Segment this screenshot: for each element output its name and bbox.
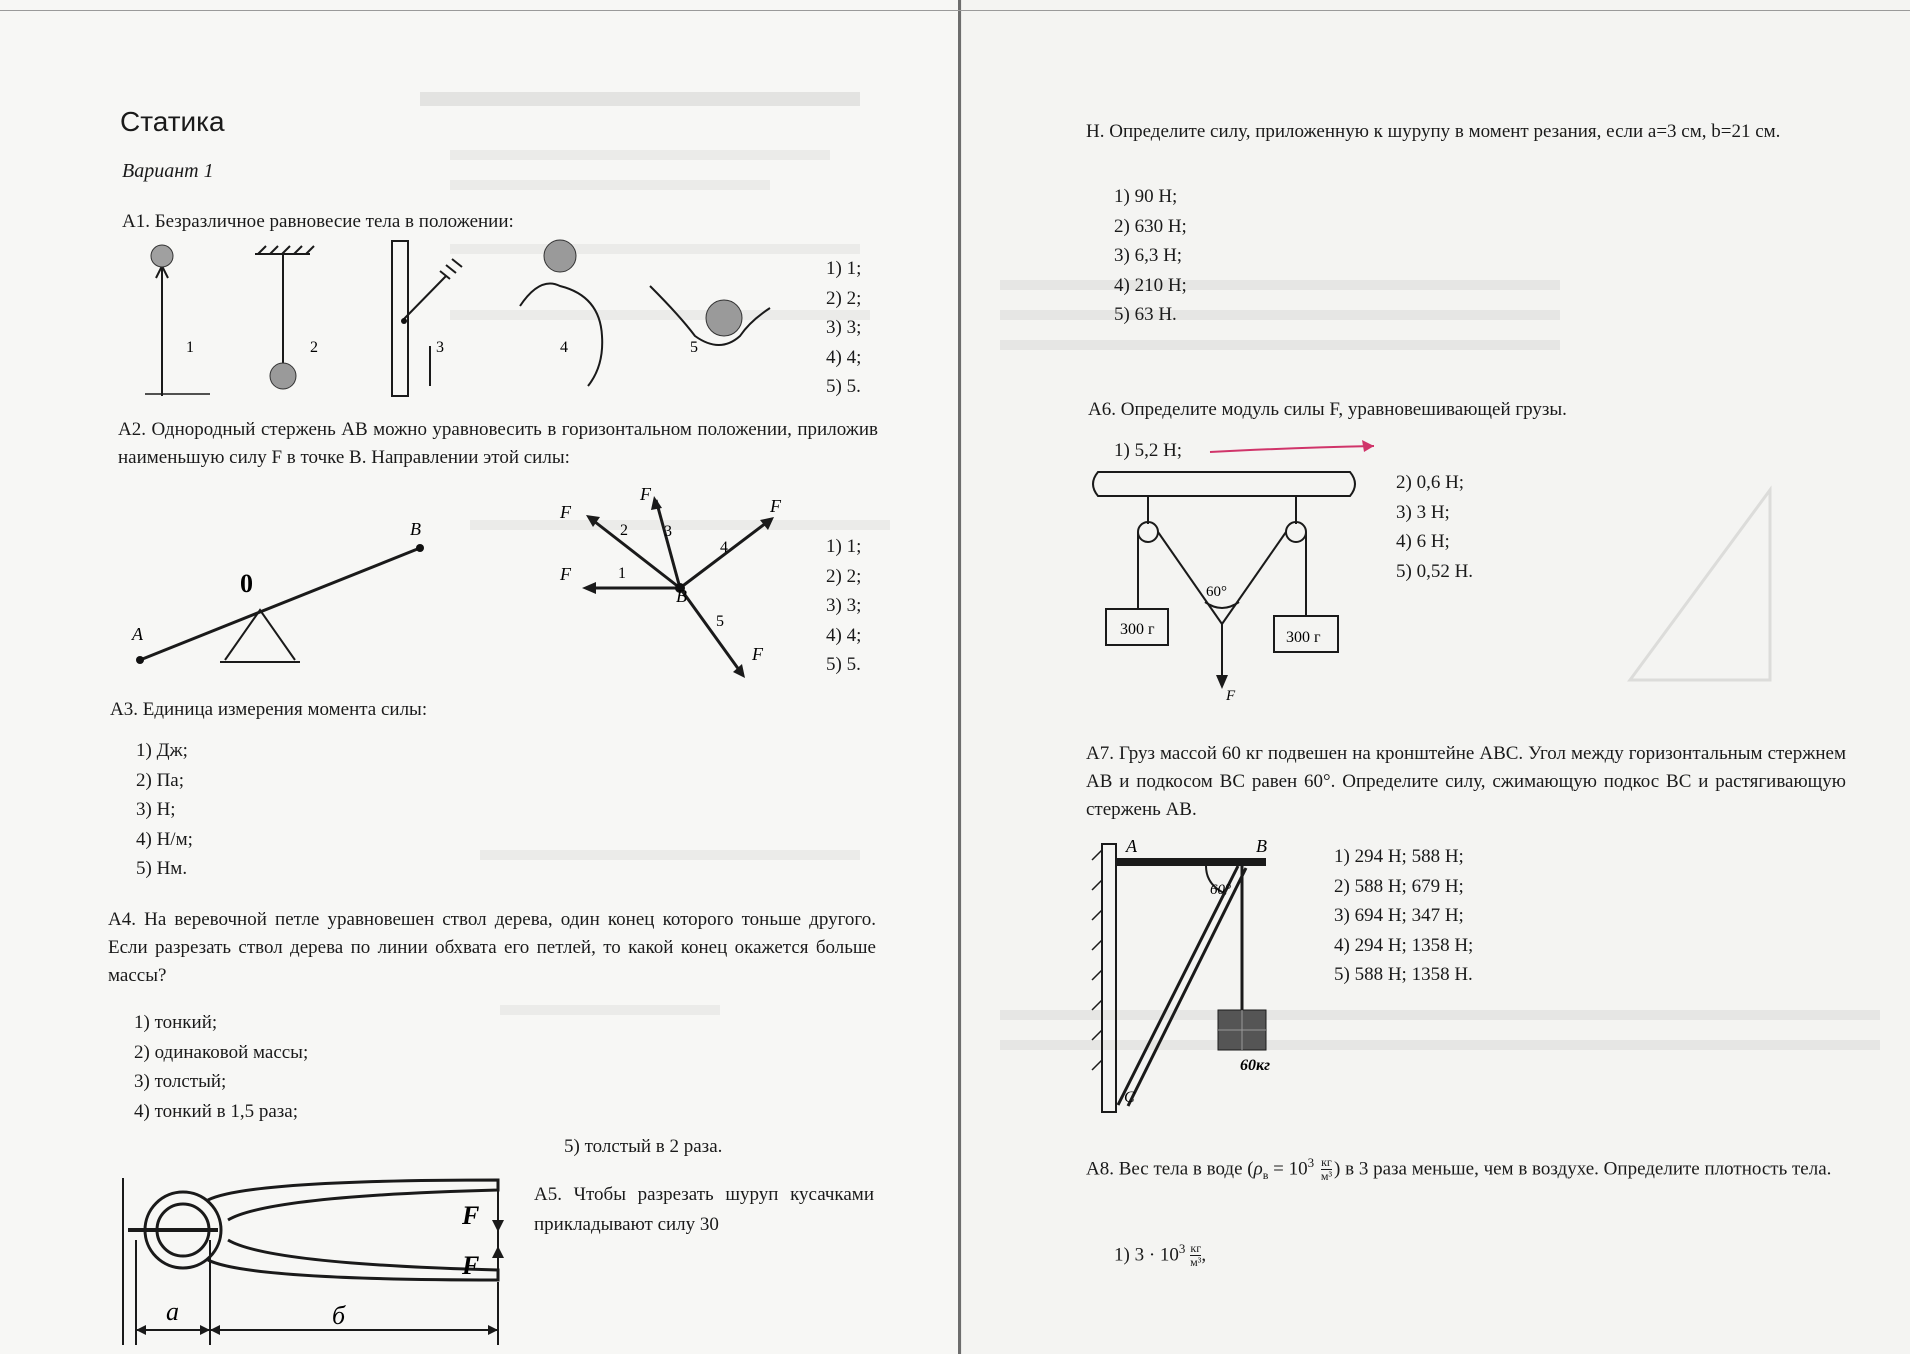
- a8-option1-unit-den: м³: [1190, 1255, 1202, 1270]
- a1-label-1: 1: [186, 339, 194, 356]
- a2-option[interactable]: 4) 4;: [826, 624, 862, 646]
- a7-label-c: C: [1124, 1089, 1135, 1106]
- a5-option[interactable]: 5) 63 Н.: [1114, 304, 1177, 325]
- question-a4-text: А4. На веревочной петле уравновешен ствол дерева, один конец которого тоньше другого. Если разрезать ствол дерева по линии обхвата его петлей, то какой конец окажется больше массы?: [108, 909, 876, 986]
- a4-option[interactable]: 4) тонкий в 1,5 раза;: [134, 1100, 298, 1122]
- a5-option[interactable]: 4) 210 Н;: [1114, 274, 1187, 296]
- a6-option[interactable]: 4) 6 Н;: [1396, 531, 1450, 552]
- a6-option[interactable]: 1) 5,2 Н;: [1114, 440, 1183, 461]
- a7-option[interactable]: 3) 694 Н; 347 Н;: [1334, 905, 1464, 926]
- a2-label-n3: 3: [664, 523, 672, 540]
- a7-mass-label: 60кг: [1240, 1057, 1271, 1074]
- page-title: Статика: [120, 106, 225, 137]
- question-a7-text: А7. Груз массой 60 кг подвешен на кронштейне АВС. Угол между горизонтальным стержнем АВ и подкосом ВС равен 60°. Определите силу, сжимающую подкос ВС и растягивающую стержень АВ.: [1086, 743, 1846, 820]
- a8-option1-prefix: 1) 3 · 10: [1114, 1244, 1179, 1266]
- a1-option[interactable]: 1) 1;: [826, 258, 862, 279]
- a7-option[interactable]: 2) 588 Н; 679 Н;: [1334, 875, 1464, 897]
- a7-label-b: B: [1256, 836, 1267, 856]
- a7-option[interactable]: 5) 588 Н; 1358 Н.: [1334, 964, 1473, 985]
- a1-option[interactable]: 4) 4;: [826, 346, 862, 368]
- a2-label-n5: 5: [716, 613, 724, 630]
- a5-label-b: б: [332, 1301, 346, 1330]
- handwritten-arrow: [1204, 434, 1394, 464]
- a5-label-f1: F: [462, 1201, 480, 1230]
- variant-label: Вариант 1: [122, 160, 214, 182]
- a2-label-f5: F: [752, 644, 763, 664]
- a1-option[interactable]: 2) 2;: [826, 287, 862, 309]
- a2-label-n1: 1: [618, 565, 626, 582]
- a4-option[interactable]: 3) толстый;: [134, 1071, 227, 1092]
- a5-option[interactable]: 1) 90 Н;: [1114, 186, 1178, 207]
- a8-option1-fraction: [1190, 1242, 1201, 1269]
- a7-options: [1334, 842, 1473, 990]
- a4-option[interactable]: 2) одинаковой массы;: [134, 1041, 309, 1063]
- a6-options: [1396, 468, 1473, 586]
- a4-option[interactable]: 1) тонкий;: [134, 1012, 218, 1033]
- question-a5-text-cont: Н. Определите силу, приложенную к шурупу в момент резания, если a=3 см, b=21 см.: [1086, 121, 1781, 142]
- a5-pliers-figure: [118, 1170, 508, 1350]
- a8-option1-exp: 3: [1178, 1241, 1186, 1256]
- a2-label-o: 0: [240, 569, 253, 598]
- a8-rho-sub: в: [1262, 1168, 1269, 1183]
- a7-option[interactable]: 1) 294 Н; 588 Н;: [1334, 846, 1464, 867]
- a5-label-a: a: [166, 1297, 179, 1326]
- a6-option[interactable]: 3) 3 Н;: [1396, 501, 1450, 523]
- a8-text-before: А8. Вес тела в воде (: [1086, 1158, 1254, 1180]
- a6-angle-label: 60°: [1206, 584, 1227, 600]
- a3-option[interactable]: 4) Н/м;: [136, 828, 193, 850]
- a6-mass-right: 300 г: [1286, 629, 1321, 646]
- a2-label-f2: F: [560, 502, 571, 522]
- a2-options: [826, 532, 861, 680]
- a8-unit-fraction: [1321, 1156, 1332, 1183]
- a8-unit-den: м³: [1320, 1169, 1333, 1184]
- a8-equals: = 10: [1268, 1158, 1308, 1180]
- question-a6-text: А6. Определите модуль силы F, уравновешивающей грузы.: [1088, 399, 1567, 420]
- a1-label-4: 4: [560, 339, 568, 356]
- a1-figure: [140, 236, 780, 406]
- a5-options: [1114, 182, 1187, 330]
- a6-pulley-figure: [1090, 464, 1360, 704]
- sheet-edge: [0, 10, 1910, 11]
- a6-option[interactable]: 5) 0,52 Н.: [1396, 560, 1474, 582]
- bleed-through-figure: [1620, 480, 1780, 690]
- a2-figure: [120, 480, 800, 680]
- a5-option[interactable]: 3) 6,3 Н;: [1114, 245, 1183, 266]
- a5-label-f2: F: [462, 1251, 480, 1280]
- a4-options: [134, 1008, 308, 1126]
- a7-bracket-figure: [1088, 830, 1288, 1120]
- question-a2-text: А2. Однородный стержень АВ можно уравновесить в горизонтальном положении, приложив наименьшую силу F в точке В. Направлении этой силы:: [118, 419, 878, 468]
- a3-option[interactable]: 2) Па;: [136, 769, 185, 791]
- a2-option[interactable]: 5) 5.: [826, 654, 861, 675]
- a2-label-b2: B: [676, 586, 687, 606]
- a3-option[interactable]: 1) Дж;: [136, 740, 188, 761]
- a2-label-f4: F: [770, 496, 781, 516]
- a6-mass-left: 300 г: [1120, 621, 1155, 638]
- a2-option[interactable]: 2) 2;: [826, 565, 862, 587]
- question-a8-text: [1086, 1146, 1852, 1192]
- a8-exp: 3: [1307, 1155, 1315, 1170]
- a6-force-label: F: [1226, 688, 1236, 704]
- a2-label-f1: F: [560, 564, 571, 584]
- a2-label-n4: 4: [720, 539, 728, 556]
- a2-option[interactable]: 3) 3;: [826, 595, 862, 616]
- a3-options: [136, 736, 193, 884]
- question-a3-text: А3. Единица измерения момента силы:: [110, 699, 428, 720]
- a1-label-5: 5: [690, 339, 698, 356]
- a1-options: [826, 254, 861, 402]
- a8-unit-num: кг: [1321, 1155, 1332, 1170]
- a1-label-3: 3: [436, 339, 444, 356]
- question-a5-text-start: А5. Чтобы разрезать шуруп кусачками прикладывают силу 30: [534, 1184, 874, 1235]
- page-fold: [958, 0, 961, 1354]
- question-a1-text: А1. Безразличное равновесие тела в положении:: [122, 211, 514, 232]
- a8-option1-unit-num: кг: [1190, 1241, 1202, 1256]
- a8-option[interactable]: 1) $3 \cdot 10^3$ кг м³ ,: [1114, 1241, 1207, 1270]
- a5-option[interactable]: 2) 630 Н;: [1114, 215, 1187, 237]
- a8-text-after: ) в 3 раза меньше, чем в воздухе. Определите плотность тела.: [1334, 1158, 1832, 1180]
- a7-label-a: A: [1126, 836, 1137, 856]
- a3-option[interactable]: 3) Н;: [136, 799, 176, 820]
- a1-label-2: 2: [310, 339, 318, 356]
- a7-option[interactable]: 4) 294 Н; 1358 Н;: [1334, 934, 1474, 956]
- a8-rho: ρ: [1253, 1158, 1263, 1180]
- a3-option[interactable]: 5) Нм.: [136, 858, 188, 879]
- a1-option[interactable]: 3) 3;: [826, 317, 862, 338]
- a1-option[interactable]: 5) 5.: [826, 376, 861, 397]
- a2-option[interactable]: 1) 1;: [826, 536, 862, 557]
- a7-angle-label: 60°: [1210, 882, 1231, 898]
- a6-option[interactable]: 2) 0,6 Н;: [1396, 472, 1465, 493]
- a2-label-n2: 2: [620, 522, 628, 539]
- a2-label-b: B: [410, 519, 421, 539]
- a4-option[interactable]: 5) толстый в 2 раза.: [564, 1136, 723, 1157]
- a2-label-f3: F: [640, 484, 651, 504]
- a2-label-a: A: [132, 624, 143, 644]
